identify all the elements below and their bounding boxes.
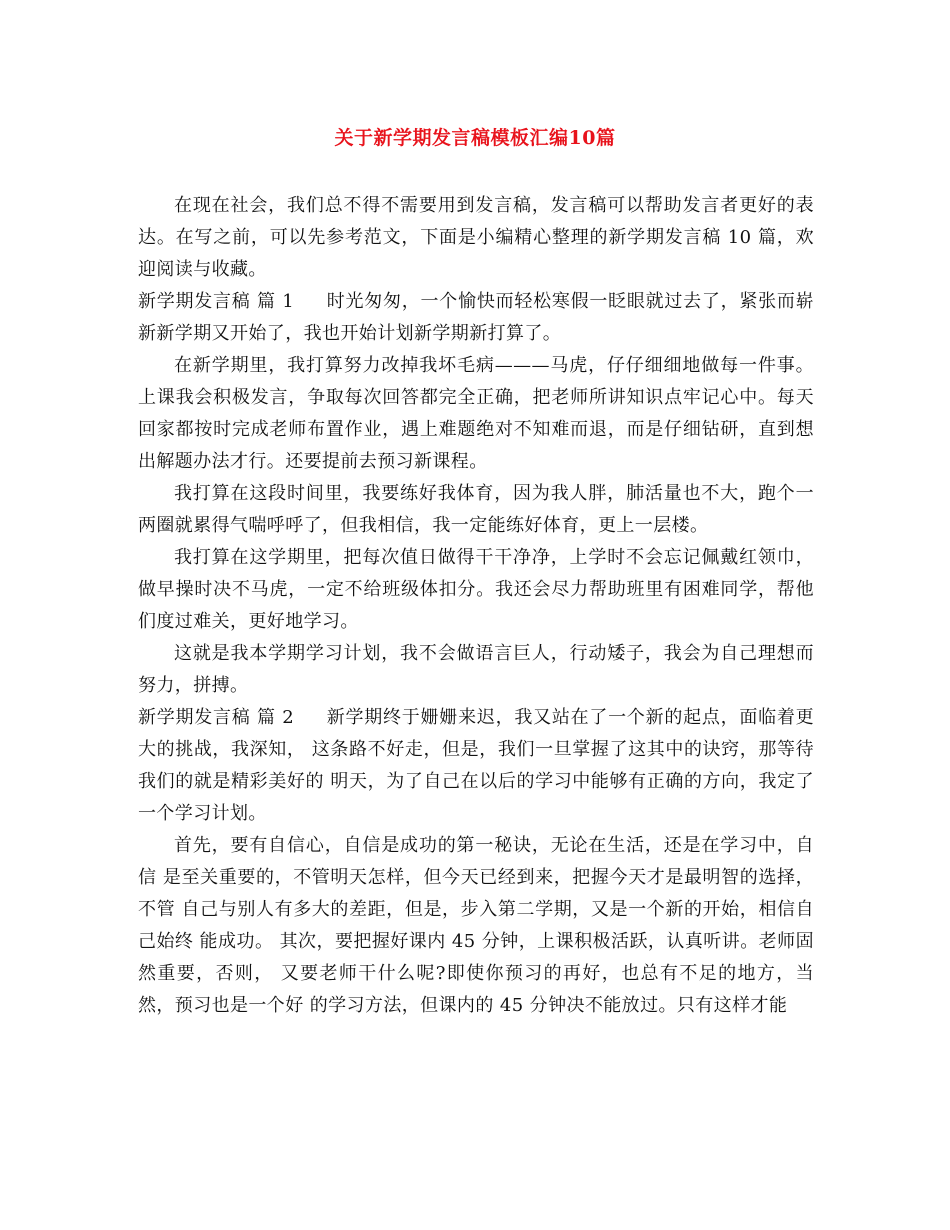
- essay-1-paragraph: 我打算在这段时间里，我要练好我体育，因为我人胖，肺活量也不大，跑个一两圈就累得气喘呼呼了，但我相信，我一定能练好体育，更上一层楼。: [138, 483, 814, 536]
- essay-2-label: 新学期发言稿 篇 2: [138, 707, 295, 728]
- essay-2-lead-paragraph: [138, 702, 814, 830]
- essay-1-paragraph: 我打算在这学期里，把每次值日做得干干净净，上学时不会忘记佩戴红领巾，做早操时决不马虎，一定不给班级体扣分。我还会尽力帮助班里有困难同学，帮他们度过难关，更好地学习。: [138, 547, 814, 632]
- essay-1-paragraph: 这就是我本学期学习计划，我不会做语言巨人，行动矮子，我会为自己理想而努力，拼搏。: [138, 643, 814, 696]
- essay-2-lead-text: 新学期终于姗姗来迟，我又站在了一个新的起点，面临着更大的挑战，我深知， 这条路不好走，但是，我们一旦掌握了这其中的诀窍，那等待我们的就是精彩美好的 明天，为了自己在以后的学习中能够有正确的方向，我定了一个学习计划。: [138, 707, 814, 824]
- essay-1-lead-paragraph: [138, 286, 814, 350]
- essay-2-paragraph: 首先，要有自信心，自信是成功的第一秘诀，无论在生活，还是在学习中，自信 是至关重要的，不管明天怎样，但今天已经到来，把握今天才是最明智的选择，不管 自己与别人有多大的差距，但是，步入第二学期，又是一个新的开始，相信自己始终 能成功。 其次，要把握好课内 45 分钟，上课积极活跃，认真听讲。老师固然重要，否则， 又要老师干什么呢?即使你预习的再好，也总有不足的地方，当然，预习也是一个好 的学习方法，但课内的 45 分钟决不能放过。只有这样才能: [138, 835, 814, 1016]
- document-body: [138, 190, 814, 1022]
- essay-1-lead-text: 时光匆匆，一个愉快而轻松寒假一眨眼就过去了，紧张而崭新新学期又开始了，我也开始计划新学期新打算了。: [138, 291, 814, 344]
- essay-1-paragraph: 在新学期里，我打算努力改掉我坏毛病———马虎，仔仔细细地做每一件事。上课我会积极发言，争取每次回答都完全正确，把老师所讲知识点牢记心中。每天回家都按时完成老师布置作业，遇上难题绝对不知难而退，而是仔细钻研，直到想出解题办法才行。还要提前去预习新课程。: [138, 355, 814, 472]
- document-title: 关于新学期发言稿模板汇编10篇: [334, 127, 616, 149]
- intro-paragraph: 在现在社会，我们总不得不需要用到发言稿，发言稿可以帮助发言者更好的表达。在写之前，可以先参考范文，下面是小编精心整理的新学期发言稿 10 篇，欢迎阅读与收藏。: [138, 195, 814, 280]
- essay-1-label: 新学期发言稿 篇 1: [138, 291, 295, 312]
